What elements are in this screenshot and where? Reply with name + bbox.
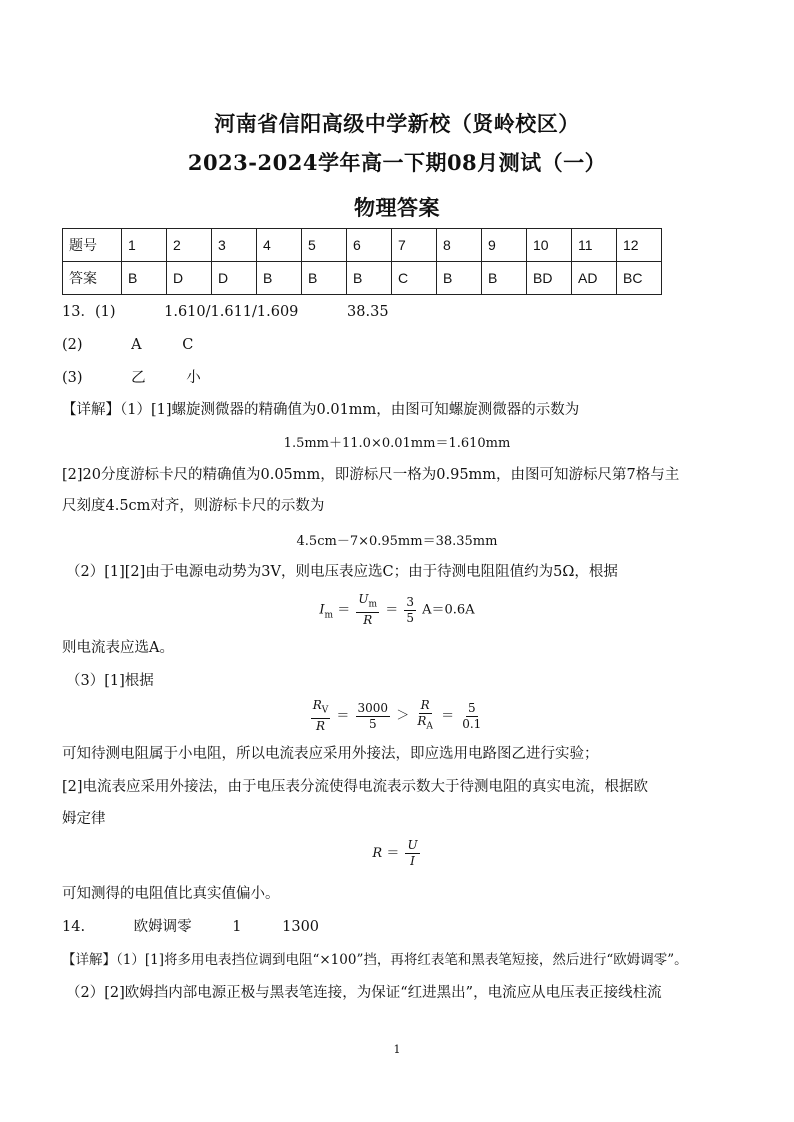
eq3-f2-den: 5 bbox=[406, 610, 414, 625]
answer-cell: D bbox=[167, 262, 212, 295]
q13-answer-line-3 bbox=[62, 368, 201, 388]
q13-part2-label: (2) bbox=[62, 337, 83, 353]
equation-2: 4.5cm－7×0.95mm＝38.35mm bbox=[296, 534, 498, 549]
school-title: 河南省信阳高级中学新校（贤岭校区） bbox=[214, 111, 580, 136]
q13-detail-5: （3）[1]根据 bbox=[66, 673, 154, 689]
question-number-cell: 6 bbox=[347, 229, 392, 262]
page-number: 1 bbox=[393, 1043, 401, 1056]
table-row-numbers bbox=[63, 229, 662, 262]
question-number-cell: 1 bbox=[122, 229, 167, 262]
question-number-cell: 2 bbox=[167, 229, 212, 262]
q13-part3-answer-b: 小 bbox=[186, 370, 201, 386]
eq3-fraction-2 bbox=[404, 595, 416, 626]
answer-table bbox=[62, 228, 662, 295]
eq4-fraction-2 bbox=[356, 701, 391, 732]
answer-cell: B bbox=[437, 262, 482, 295]
eq4-fraction-1 bbox=[311, 698, 331, 734]
q13-detail-8: 可知测得的电阻值比真实值偏小。 bbox=[62, 886, 280, 902]
answer-cell: D bbox=[212, 262, 257, 295]
subject-title: 物理答案 bbox=[354, 195, 440, 220]
eq4-f3-num: R bbox=[420, 698, 430, 712]
answer-cell: B bbox=[482, 262, 527, 295]
q13-answer-line-1 bbox=[62, 302, 389, 322]
answer-cell: B bbox=[347, 262, 392, 295]
q14-answer-1: 欧姆调零 bbox=[133, 919, 192, 935]
answer-cell: BD bbox=[527, 262, 572, 295]
q14-detail-1: 【详解】（1）[1]将多用电表挡位调到电阻“×100”挡，再将红表笔和黑表笔短接，然后进行“欧姆调零”。 bbox=[62, 952, 688, 968]
table-header-cell: 题号 bbox=[63, 229, 122, 262]
eq4-f3-den-sub: A bbox=[426, 721, 433, 732]
eq4-f2-den: 5 bbox=[368, 716, 377, 731]
question-number-cell: 11 bbox=[572, 229, 617, 262]
q13-detail-7a: [2]电流表应采用外接法，由于电压表分流使得电流表示数大于待测电阻的真实电流，根据欧 bbox=[62, 779, 649, 795]
q13-part3-label: (3) bbox=[62, 370, 83, 386]
eq3-f1-num-sub: m bbox=[368, 599, 378, 610]
question-number-cell: 8 bbox=[437, 229, 482, 262]
answer-cell: BC bbox=[617, 262, 662, 295]
table-header-cell: 答案 bbox=[63, 262, 122, 295]
answer-cell: AD bbox=[572, 262, 617, 295]
eq4-f2-num: 3000 bbox=[357, 700, 389, 715]
eq4-fraction-4 bbox=[460, 701, 483, 732]
equation-3 bbox=[0, 592, 794, 628]
eq4-greater: ＞ bbox=[396, 708, 410, 724]
question-number-cell: 5 bbox=[302, 229, 347, 262]
q13-part2-answer-b: C bbox=[182, 337, 194, 353]
eq4-equals: ＝ bbox=[336, 708, 350, 724]
table-row-answers bbox=[63, 262, 662, 295]
question-number-cell: 10 bbox=[527, 229, 572, 262]
eq3-f1-num: U bbox=[358, 592, 369, 606]
eq4-f1-num-sub: V bbox=[321, 705, 329, 716]
eq3-lhs-sub: m bbox=[324, 610, 334, 621]
question-number-cell: 9 bbox=[482, 229, 527, 262]
eq5-den: I bbox=[410, 854, 415, 868]
q14-answer-2: 1 bbox=[232, 919, 242, 935]
q13-detail-2a: [2]20分度游标卡尺的精确值为0.05mm，即游标尺一格为0.95mm，由图可知游标尺第7格与主 bbox=[62, 467, 680, 483]
eq3-equals: ＝ bbox=[337, 602, 351, 618]
eq3-equals-2: ＝ bbox=[385, 602, 399, 618]
q13-detail-1: 【详解】（1）[1]螺旋测微器的精确值为0.01mm，由图可知螺旋测微器的示数为 bbox=[62, 402, 580, 418]
question-number-cell: 7 bbox=[392, 229, 437, 262]
q13-part2-answer-a: A bbox=[131, 337, 142, 353]
q13-detail-7b: 姆定律 bbox=[62, 811, 106, 827]
q13-detail-4: 则电流表应选A。 bbox=[62, 640, 174, 656]
q13-answer-1: 1.610/1.611/1.609 bbox=[164, 304, 299, 320]
eq3-fraction-1 bbox=[356, 592, 379, 628]
eq4-f4-num: 5 bbox=[467, 700, 476, 715]
eq3-f1-den: R bbox=[363, 613, 373, 628]
question-number-cell: 3 bbox=[212, 229, 257, 262]
equation-5 bbox=[0, 838, 794, 869]
eq5-num: U bbox=[407, 838, 418, 852]
question-number-cell: 4 bbox=[257, 229, 302, 262]
eq4-f4-den: 0.1 bbox=[462, 716, 482, 731]
eq4-f3-den: R bbox=[417, 714, 427, 728]
eq5-lhs: R bbox=[372, 846, 383, 861]
q13-part3-answer-a: 乙 bbox=[131, 370, 146, 386]
equation-1: 1.5mm＋11.0×0.01mm＝1.610mm bbox=[283, 436, 511, 451]
q14-label: 14. bbox=[62, 919, 86, 935]
eq3-lhs: I bbox=[319, 602, 325, 618]
exam-title: 2023-2024学年高一下期08月测试（一） bbox=[187, 150, 607, 175]
eq5-equals: ＝ bbox=[386, 846, 400, 861]
eq4-fraction-3 bbox=[415, 698, 435, 734]
answer-cell: B bbox=[257, 262, 302, 295]
answer-cell: C bbox=[392, 262, 437, 295]
q13-label: 13．(1) bbox=[62, 304, 116, 320]
q14-detail-2: （2）[2]欧姆挡内部电源正极与黑表笔连接，为保证“红进黑出”，电流应从电压表正接线柱流 bbox=[66, 985, 662, 1001]
q14-answer-3: 1300 bbox=[282, 919, 320, 935]
answer-cell: B bbox=[122, 262, 167, 295]
q13-detail-3: （2）[1][2]由于电源电动势为3V，则电压表应选C；由于待测电阻阻值约为5Ω，根据 bbox=[66, 564, 618, 580]
equation-4 bbox=[0, 698, 794, 734]
eq4-f1-den: R bbox=[315, 719, 325, 734]
q13-detail-2b: 尺刻度4.5cm对齐，则游标卡尺的示数为 bbox=[62, 498, 325, 514]
eq4-equals-2: ＝ bbox=[441, 708, 455, 724]
eq5-fraction bbox=[405, 838, 419, 869]
q13-detail-6: 可知待测电阻属于小电阻，所以电流表应采用外接法，即应选用电路图乙进行实验； bbox=[62, 746, 599, 762]
q13-answer-line-2 bbox=[62, 335, 193, 355]
q13-answer-2: 38.35 bbox=[347, 304, 389, 320]
eq3-tail: A＝0.6A bbox=[422, 602, 475, 618]
question-number-cell: 12 bbox=[617, 229, 662, 262]
eq4-f1-num: R bbox=[312, 698, 322, 712]
q14-answer-line bbox=[62, 917, 319, 937]
eq3-f2-num: 3 bbox=[406, 594, 414, 609]
answer-cell: B bbox=[302, 262, 347, 295]
